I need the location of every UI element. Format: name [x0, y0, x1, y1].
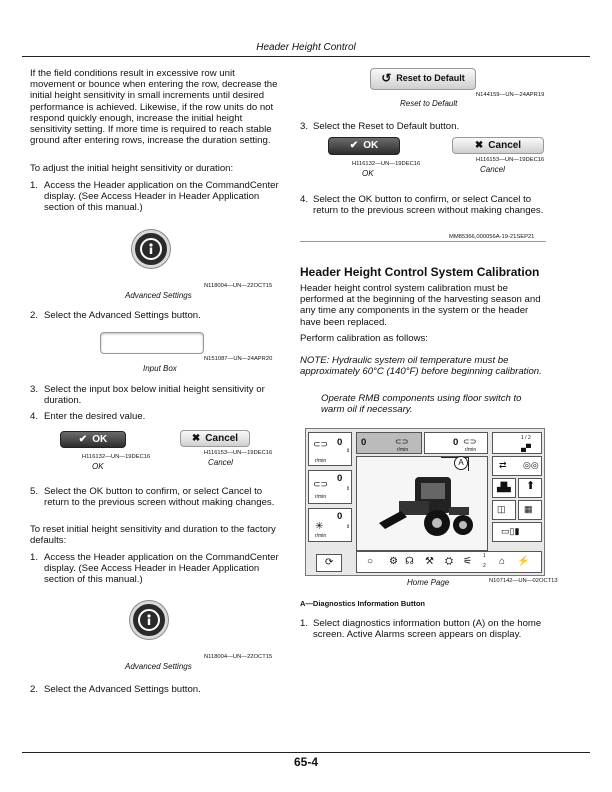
figure-caption: Reset to Default: [400, 99, 458, 108]
gauge-unit: r/min: [315, 458, 327, 464]
advanced-settings-button[interactable]: [132, 230, 170, 268]
step-text: Select the OK button to confirm, or select Cancel to return to the previous screen without making changes.: [313, 194, 544, 217]
shaft-icon: ⊂⊃: [463, 437, 477, 446]
step-number: 4.: [300, 194, 309, 205]
bottom-toolbar: [356, 551, 542, 573]
wheels-icon: ◎◎: [523, 460, 539, 470]
figure-code: N151087—UN—24APR20: [204, 356, 273, 362]
figure-legend: A—Diagnostics Information Button: [300, 599, 425, 608]
setting-button[interactable]: [492, 522, 542, 542]
gear-ratio-tile[interactable]: [492, 432, 542, 454]
callout-a: A: [454, 456, 468, 470]
figure-caption: OK: [362, 169, 374, 178]
step-text: Select the Advanced Settings button.: [44, 310, 201, 321]
auger-icon[interactable]: ⚟: [463, 556, 472, 567]
page-number: 65-4: [293, 755, 319, 769]
figure-code: N144159—UN—24APR19: [476, 92, 545, 98]
step-text: Select the OK button to confirm, or select Cancel to return to the previous screen without making changes.: [44, 486, 275, 509]
figure-caption: Input Box: [143, 364, 177, 373]
step-number: 1.: [300, 618, 309, 629]
shaft-icon: ⊂⊃: [313, 439, 329, 449]
reel-control-icon[interactable]: ⛭: [445, 556, 453, 567]
gauge-value: 0: [337, 437, 343, 448]
step-text: Enter the desired value.: [44, 411, 146, 422]
step-number: 3.: [300, 121, 309, 132]
reset-instructions: To reset initial height sensitivity and duration to the factory defaults:: [30, 524, 276, 547]
reel-icon: ⇄: [499, 460, 507, 470]
gauge-tile[interactable]: [356, 432, 422, 454]
header-button[interactable]: [492, 478, 516, 498]
gauge-unit: r/min: [465, 447, 477, 453]
gauge-value: 0: [453, 437, 459, 448]
cancel-button[interactable]: [180, 430, 250, 447]
input-box[interactable]: [100, 332, 204, 354]
home-page-screen: [305, 428, 545, 576]
close-icon: ✖: [474, 139, 484, 151]
forage-harvester-icon: [377, 471, 477, 541]
ok-button[interactable]: [60, 431, 126, 448]
figure-code: H116132—UN—19DEC16: [82, 454, 151, 460]
cylinder-icon: ▭▯▮: [501, 526, 520, 536]
advanced-settings-button[interactable]: [130, 601, 168, 639]
gauge-value: 0: [337, 511, 343, 522]
step-number: 1.: [30, 552, 39, 563]
figure-caption: OK: [92, 462, 104, 471]
tilt-icon: ◫: [497, 504, 506, 514]
info-icon: [138, 609, 160, 631]
reference-code: MM85366,000056A-19-21SEP21: [449, 234, 535, 240]
checkmark-icon: ✔: [349, 140, 359, 152]
diagnostics-info-icon[interactable]: ☊: [405, 556, 414, 567]
toggle-tile[interactable]: [492, 456, 542, 476]
figure-caption: Home Page: [407, 578, 450, 587]
step-number: 2.: [30, 310, 39, 321]
figure-code: N107142—UN—02OCT13: [489, 578, 558, 584]
step-text: Access the Header application on the CommandCenter display. (See Access Header in Header Application section of this manual.): [44, 552, 279, 586]
gauge-value: 0: [361, 437, 367, 448]
figure-caption: Advanced Settings: [125, 291, 192, 300]
circle-icon[interactable]: ○: [367, 556, 374, 567]
gauge-tile[interactable]: [308, 470, 352, 504]
refresh-icon: ⟳: [325, 557, 334, 568]
ok-label: OK: [363, 140, 379, 152]
calibration-intro: Header height control system calibration must be performed at the beginning of the harvesting season and any time any components in the system or the header have been replaced.: [300, 283, 541, 328]
adjust-arrows-icon: ⇕: [346, 524, 351, 530]
raise-button[interactable]: [518, 478, 542, 498]
cancel-label: Cancel: [488, 139, 522, 151]
adjust-arrows-icon: ⇕: [346, 448, 351, 454]
up-arrow-icon: ⬆: [526, 480, 536, 492]
gauge-unit: r/min: [397, 447, 409, 453]
grid-icon: ▦: [524, 504, 533, 514]
refresh-button[interactable]: [316, 554, 342, 572]
figure-code: N118004—UN—22OCT15: [204, 654, 273, 660]
step-text: Select the input box below initial height sensitivity or duration.: [44, 384, 265, 407]
ok-label: OK: [92, 433, 108, 445]
shaft-icon: ⊂⊃: [395, 437, 409, 446]
gear-ratio-value: 1 / 2: [521, 435, 531, 441]
gauge-tile[interactable]: [424, 432, 488, 454]
figure-code: H116153—UN—19DEC16: [476, 157, 545, 163]
intro-paragraph: If the field conditions result in excessive row unit movement or bounce when entering the row, decrease the initial height sensitivity in small increments until desired performance is achieved. Likewise, if the row units do not respond quickly enough, increase the initial height sensitivity setting. If more time is required to reach stable ground after entering rows, increase the duration setting.: [30, 68, 278, 147]
step-number: 3.: [30, 384, 39, 395]
figure-code: H116153—UN—19DEC16: [204, 450, 273, 456]
footer-divider: [22, 752, 590, 753]
gauge-unit: r/min: [315, 533, 327, 539]
setting-button[interactable]: [492, 500, 516, 520]
ok-button[interactable]: [328, 137, 400, 155]
figure-code: N118004—UN—22OCT15: [204, 283, 273, 289]
note-text: NOTE: Hydraulic system oil temperature must be approximately 60°C (140°F) before beginning calibration.: [300, 355, 542, 378]
setting-button[interactable]: [518, 500, 542, 520]
step-text: Select the Reset to Default button.: [313, 121, 460, 132]
step-number: 4.: [30, 411, 39, 422]
reset-label: Reset to Default: [396, 73, 465, 84]
cancel-label: Cancel: [205, 432, 239, 444]
calibration-instructions: Perform calibration as follows:: [300, 333, 428, 344]
gauge-tile[interactable]: [308, 508, 352, 542]
header-lift-icon[interactable]: ⚒: [425, 556, 434, 567]
gauge-unit: r/min: [315, 494, 327, 500]
figure-code: H116132—UN—19DEC16: [352, 161, 421, 167]
fan-icon: ✳: [315, 521, 324, 532]
checkmark-icon: ✔: [78, 433, 88, 445]
gauge-tile[interactable]: [308, 432, 352, 466]
gauge-value: 0: [337, 473, 343, 484]
note-text: Operate RMB components using floor switch to warm oil if necessary.: [321, 393, 522, 416]
adjust-arrows-icon: ⇕: [346, 486, 351, 492]
fraction-top: 1: [483, 553, 486, 559]
adjust-instructions: To adjust the initial height sensitivity or duration:: [30, 163, 234, 174]
step-text: Select the Advanced Settings button.: [44, 684, 201, 695]
step-text: Select diagnostics information button (A) on the home screen. Active Alarms screen appears on display.: [313, 618, 542, 641]
figure-caption: Cancel: [480, 165, 505, 174]
cancel-button[interactable]: [452, 137, 544, 154]
page-header-title: Header Height Control: [256, 42, 356, 53]
step-text: Access the Header application on the CommandCenter display. (See Access Header in Header Application section of this manual.): [44, 180, 279, 214]
header-icon: ▟▙: [497, 482, 511, 492]
harvester-icon: ▄▀: [521, 445, 531, 452]
info-icon: [140, 238, 162, 260]
gear-icon[interactable]: ⚙: [389, 556, 398, 567]
home-icon[interactable]: ⌂: [499, 556, 506, 567]
section-divider: [300, 241, 546, 242]
close-icon: ✖: [191, 432, 201, 444]
section-title: Header Height Control System Calibration: [300, 265, 540, 279]
figure-caption: Advanced Settings: [125, 662, 192, 671]
header-divider: [22, 56, 590, 57]
figure-caption: Cancel: [208, 458, 233, 467]
step-number: 2.: [30, 684, 39, 695]
step-number: 1.: [30, 180, 39, 191]
undo-arrow-icon: ↺: [381, 71, 392, 86]
shaft-icon: ⊂⊃: [313, 479, 329, 489]
fraction-bottom: 2: [483, 563, 486, 569]
power-icon[interactable]: ⚡: [517, 556, 530, 567]
step-number: 5.: [30, 486, 39, 497]
reset-to-default-button[interactable]: [370, 68, 476, 90]
